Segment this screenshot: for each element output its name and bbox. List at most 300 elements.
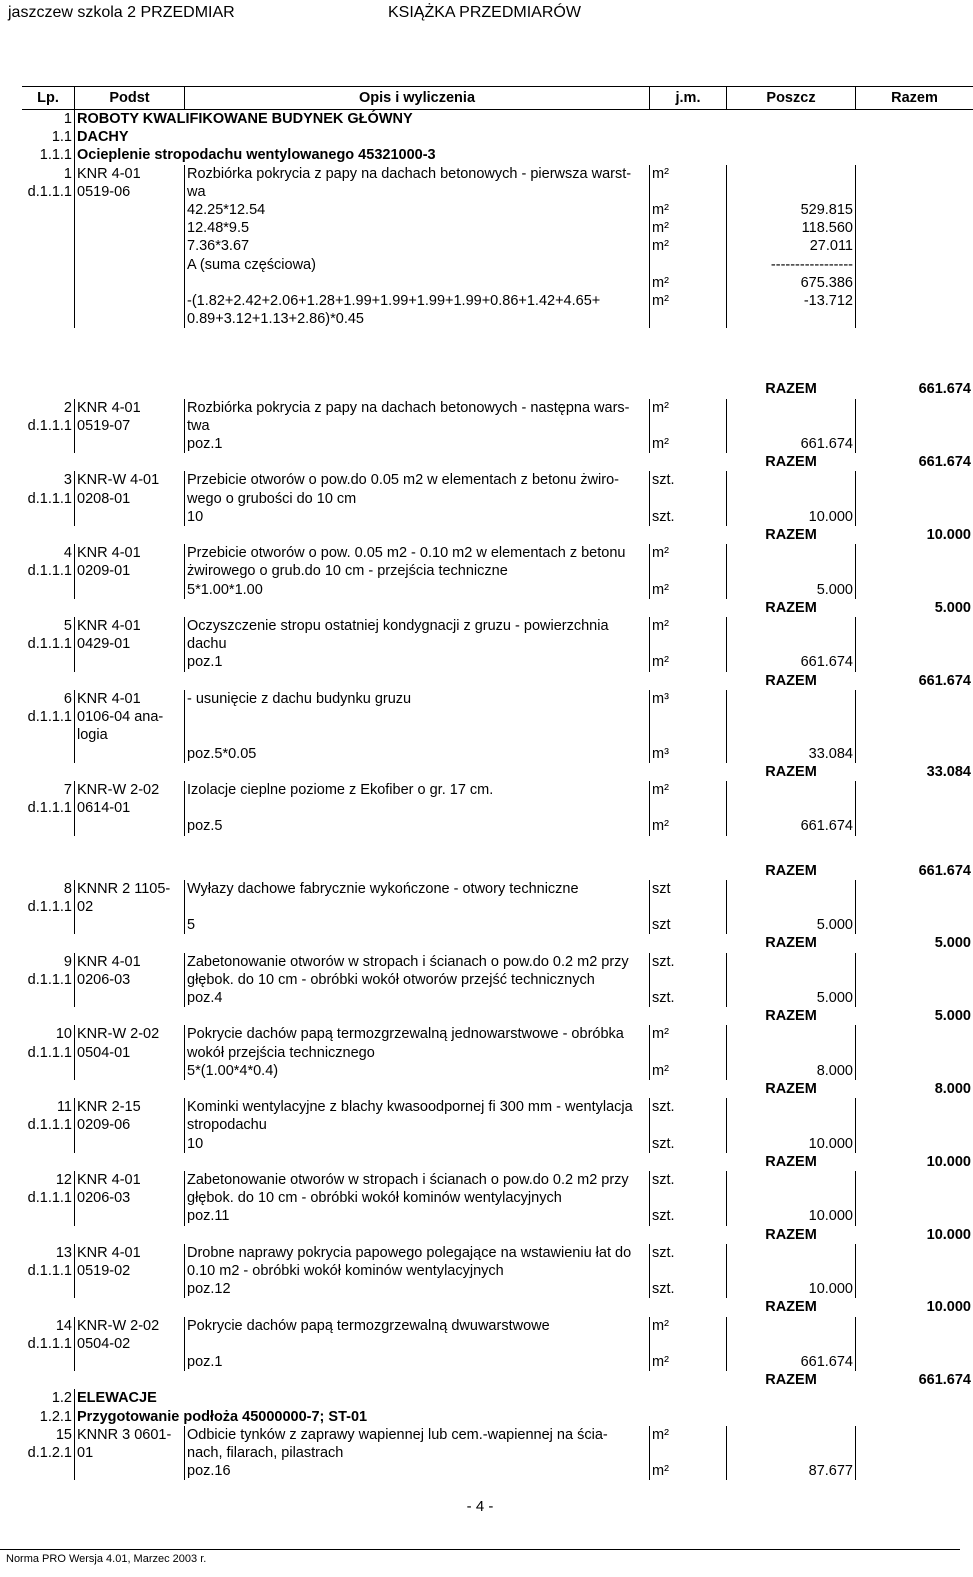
cell-razem: 661.674 <box>918 381 971 398</box>
cell-razem: 10.000 <box>926 1299 971 1316</box>
cell-razem <box>856 219 973 237</box>
cell-lp <box>22 237 75 255</box>
cell-jm: szt. <box>650 1171 727 1189</box>
cell-poszcz <box>727 1116 856 1134</box>
sum-row <box>22 672 973 690</box>
cell-lp <box>22 934 75 952</box>
cell-jm: m² <box>650 581 727 599</box>
cell-opis <box>185 799 650 817</box>
cell-lp <box>22 256 75 274</box>
table-row <box>22 708 973 726</box>
table-row <box>22 617 973 635</box>
cell-podst <box>75 1298 185 1316</box>
cell-podst <box>75 817 185 835</box>
cell-lp: 3 <box>22 471 75 489</box>
cell-opis: Drobne naprawy pokrycia papowego polegające na wstawieniu łat do <box>185 1244 650 1262</box>
table-row <box>22 1317 973 1335</box>
cell-lp: d.1.1.1 <box>22 971 75 989</box>
cell-jm: m² <box>650 544 727 562</box>
cell-poszcz: RAZEM <box>765 1080 817 1097</box>
table-row <box>22 1207 973 1225</box>
cell-opis <box>185 328 650 354</box>
cell-razem <box>856 1426 973 1444</box>
cell-podst <box>75 763 185 781</box>
cell-jm <box>650 1153 727 1171</box>
table-row <box>22 490 973 508</box>
cell-opis <box>185 726 650 744</box>
cell-opis: Rozbiórka pokrycia z papy na dachach betonowych - następna wars- <box>185 399 650 417</box>
cell-podst: 0209-01 <box>75 562 185 580</box>
cell-opis: głębok. do 10 cm - obróbki wokół otworów przejść technicznych <box>185 971 650 989</box>
cell-razem <box>856 1025 973 1043</box>
cell-jm: m² <box>650 1025 727 1043</box>
cell-razem <box>856 953 973 971</box>
col-opis: Opis i wyliczenia <box>185 87 650 110</box>
cell-lp <box>22 862 75 880</box>
cell-razem <box>856 1207 973 1225</box>
cell-razem: 661.674 <box>918 672 971 689</box>
table-row <box>22 201 973 219</box>
sum-row <box>22 763 973 781</box>
table-row <box>22 690 973 708</box>
cell-jm <box>650 1371 727 1389</box>
table-body <box>22 110 973 1481</box>
cell-podst: 0519-06 <box>75 183 185 201</box>
cell-poszcz: ----------------- <box>727 256 856 274</box>
cell-opis <box>185 1371 650 1389</box>
sum-row <box>22 1080 973 1098</box>
sum-row <box>22 1153 973 1171</box>
cell-lp: 13 <box>22 1244 75 1262</box>
cell-opis: poz.4 <box>185 989 650 1007</box>
table-row <box>22 544 973 562</box>
cell-podst <box>75 1080 185 1098</box>
cell-lp: 6 <box>22 690 75 708</box>
cell-opis: 10 <box>185 508 650 526</box>
cell-opis: poz.1 <box>185 1353 650 1371</box>
sum-row <box>22 1007 973 1025</box>
cell-lp <box>22 201 75 219</box>
cell-poszcz: RAZEM <box>765 381 817 398</box>
cell-razem <box>856 544 973 562</box>
cell-opis <box>185 1007 650 1025</box>
cell-jm: m² <box>650 1317 727 1335</box>
cell-poszcz: 10.000 <box>727 1280 856 1298</box>
table-row <box>22 1444 973 1462</box>
cell-poszcz <box>727 1171 856 1189</box>
cell-podst: KNR-W 2-02 <box>75 1025 185 1043</box>
cell-razem <box>856 781 973 799</box>
cell-opis: 5*1.00*1.00 <box>185 581 650 599</box>
cell-jm: m² <box>650 274 727 292</box>
col-poszcz: Poszcz <box>727 87 856 110</box>
table-row <box>22 310 973 328</box>
cell-podst <box>75 1135 185 1153</box>
cell-razem <box>856 898 973 916</box>
cell-lp: d.1.1.1 <box>22 1044 75 1062</box>
cell-poszcz <box>727 1025 856 1043</box>
cell-lp <box>22 435 75 453</box>
cell-jm: m² <box>650 1062 727 1080</box>
cell-poszcz <box>727 1044 856 1062</box>
section-row <box>22 1408 973 1426</box>
cell-poszcz: 661.674 <box>727 1353 856 1371</box>
cell-jm <box>650 971 727 989</box>
cell-podst: KNR 4-01 <box>75 617 185 635</box>
cell-podst <box>75 1062 185 1080</box>
cell-jm: szt. <box>650 1207 727 1225</box>
col-lp: Lp. <box>22 87 75 110</box>
cell-poszcz: 8.000 <box>727 1062 856 1080</box>
cell-poszcz: RAZEM <box>765 1008 817 1025</box>
cell-poszcz: 10.000 <box>727 508 856 526</box>
cell-podst <box>75 1226 185 1244</box>
cell-podst <box>75 836 185 862</box>
header-center-title: KSIĄŻKA PRZEDMIARÓW <box>388 4 581 21</box>
cell-podst: logia <box>75 726 185 744</box>
cell-jm <box>650 183 727 201</box>
cell-poszcz <box>727 399 856 417</box>
cell-jm: szt <box>650 916 727 934</box>
cell-opis: 12.48*9.5 <box>185 219 650 237</box>
cell-podst <box>75 354 185 380</box>
cell-podst <box>75 1207 185 1225</box>
cell-poszcz <box>727 898 856 916</box>
cell-lp: 2 <box>22 399 75 417</box>
cell-razem <box>856 708 973 726</box>
cell-poszcz <box>727 183 856 201</box>
cell-podst: KNR-W 2-02 <box>75 781 185 799</box>
cell-opis <box>185 708 650 726</box>
cell-podst <box>75 745 185 763</box>
cell-jm: m² <box>650 653 727 671</box>
cell-opis <box>185 1080 650 1098</box>
cell-lp: d.1.1.1 <box>22 490 75 508</box>
cell-podst <box>75 1462 185 1480</box>
cell-razem <box>856 1353 973 1371</box>
cell-jm <box>650 1298 727 1316</box>
cell-lp <box>22 726 75 744</box>
cell-lp <box>22 1062 75 1080</box>
cell-lp: d.1.1.1 <box>22 183 75 201</box>
cell-jm: m² <box>650 201 727 219</box>
page-number: - 4 - <box>466 1498 494 1515</box>
cell-lp: 12 <box>22 1171 75 1189</box>
cell-lp <box>22 916 75 934</box>
cell-poszcz: 661.674 <box>727 435 856 453</box>
table-row <box>22 1189 973 1207</box>
cell-poszcz <box>727 1426 856 1444</box>
cell-poszcz <box>727 562 856 580</box>
cell-opis <box>185 1226 650 1244</box>
cell-jm <box>650 726 727 744</box>
cell-lp: 8 <box>22 880 75 898</box>
cell-podst: KNR 2-15 <box>75 1098 185 1116</box>
cell-jm <box>650 934 727 952</box>
cell-opis: 5*(1.00*4*0.4) <box>185 1062 650 1080</box>
cell-podst: 0504-01 <box>75 1044 185 1062</box>
table-row <box>22 1171 973 1189</box>
table-row <box>22 417 973 435</box>
cell-podst: 0614-01 <box>75 799 185 817</box>
cell-opis: stropodachu <box>185 1116 650 1134</box>
cell-lp: d.1.1.1 <box>22 1116 75 1134</box>
cell-poszcz: 33.084 <box>727 745 856 763</box>
cell-lp <box>22 745 75 763</box>
cell-jm: m² <box>650 219 727 237</box>
cell-lp <box>22 1007 75 1025</box>
cell-lp <box>22 836 75 862</box>
cell-lp: 14 <box>22 1317 75 1335</box>
cell-lp: 11 <box>22 1098 75 1116</box>
cell-jm: szt. <box>650 508 727 526</box>
cell-opis: -(1.82+2.42+2.06+1.28+1.99+1.99+1.99+1.99+0.86+1.42+4.65+ <box>185 292 650 310</box>
cell-razem <box>856 417 973 435</box>
cell-poszcz: RAZEM <box>765 599 817 616</box>
cell-podst <box>75 672 185 690</box>
cell-razem <box>856 799 973 817</box>
cell-jm <box>650 417 727 435</box>
section-title: Ocieplenie stropodachu wentylowanego 45321000-3 <box>77 147 436 164</box>
cell-jm <box>650 1444 727 1462</box>
cell-razem: 5.000 <box>934 1008 971 1025</box>
table-row <box>22 165 973 183</box>
table-row <box>22 1262 973 1280</box>
cell-jm <box>650 562 727 580</box>
cell-poszcz <box>727 417 856 435</box>
cell-poszcz: 10.000 <box>727 1135 856 1153</box>
cell-opis: Zabetonowanie otworów w stropach i ścianach o pow.do 0.2 m2 przy <box>185 953 650 971</box>
cell-opis <box>185 763 650 781</box>
cell-podst <box>75 653 185 671</box>
cell-opis <box>185 526 650 544</box>
cell-opis: 7.36*3.67 <box>185 237 650 255</box>
table-header-row <box>22 87 973 110</box>
cell-lp: d.1.1.1 <box>22 417 75 435</box>
cell-podst: 02 <box>75 898 185 916</box>
cell-opis <box>185 380 650 398</box>
cell-jm <box>650 708 727 726</box>
cell-razem <box>856 989 973 1007</box>
cell-razem <box>856 745 973 763</box>
cell-opis <box>185 1335 650 1353</box>
cell-poszcz: RAZEM <box>765 1372 817 1389</box>
cell-lp <box>22 219 75 237</box>
cell-poszcz <box>727 1262 856 1280</box>
cell-razem: 8.000 <box>934 1080 971 1097</box>
cell-opis <box>185 836 650 862</box>
cell-podst: 0519-07 <box>75 417 185 435</box>
cell-lp: d.1.2.1 <box>22 1444 75 1462</box>
cell-lp: d.1.1.1 <box>22 1262 75 1280</box>
cell-podst: KNR-W 2-02 <box>75 1317 185 1335</box>
cell-podst: 0209-06 <box>75 1116 185 1134</box>
cell-podst <box>75 862 185 880</box>
cell-lp <box>22 599 75 617</box>
section-row <box>22 1389 973 1407</box>
table-row <box>22 435 973 453</box>
table-row <box>22 237 973 255</box>
cell-poszcz: RAZEM <box>765 763 817 780</box>
footer-divider <box>0 1549 960 1550</box>
cell-opis: Rozbiórka pokrycia z papy na dachach betonowych - pierwsza warst- <box>185 165 650 183</box>
cell-jm: m² <box>650 781 727 799</box>
cell-opis <box>185 898 650 916</box>
footer-note: Norma PRO Wersja 4.01, Marzec 2003 r. <box>6 1553 207 1565</box>
cell-poszcz <box>727 971 856 989</box>
cell-lp <box>22 1226 75 1244</box>
cell-lp: d.1.1.1 <box>22 708 75 726</box>
cell-poszcz <box>727 880 856 898</box>
cell-jm <box>650 1116 727 1134</box>
cell-opis: nach, filarach, pilastrach <box>185 1444 650 1462</box>
cell-lp: 1.2.1 <box>22 1408 75 1426</box>
cell-razem <box>856 471 973 489</box>
table-row <box>22 1044 973 1062</box>
cell-opis: poz.16 <box>185 1462 650 1480</box>
cell-jm: szt. <box>650 953 727 971</box>
cell-opis <box>185 453 650 471</box>
cell-poszcz <box>727 1335 856 1353</box>
cell-podst: 0429-01 <box>75 635 185 653</box>
sum-row <box>22 380 973 398</box>
cell-podst: 0519-02 <box>75 1262 185 1280</box>
cell-poszcz <box>727 1098 856 1116</box>
cell-opis: poz.5 <box>185 817 650 835</box>
cell-podst <box>75 453 185 471</box>
cell-opis: Oczyszczenie stropu ostatniej kondygnacji z gruzu - powierzchnia <box>185 617 650 635</box>
cell-poszcz: RAZEM <box>765 527 817 544</box>
cell-podst <box>75 599 185 617</box>
cell-lp <box>22 1207 75 1225</box>
cell-razem <box>856 399 973 417</box>
cell-jm: m² <box>650 617 727 635</box>
cell-jm <box>650 490 727 508</box>
cell-razem <box>856 165 973 183</box>
cell-lp: d.1.1.1 <box>22 635 75 653</box>
table-row <box>22 1426 973 1444</box>
table-row <box>22 292 973 310</box>
cell-lp <box>22 581 75 599</box>
table-row <box>22 274 973 292</box>
cell-lp: 1.1.1 <box>22 146 75 164</box>
cell-lp: 9 <box>22 953 75 971</box>
cell-lp <box>22 380 75 398</box>
cell-razem <box>856 1244 973 1262</box>
cell-opis <box>185 862 650 880</box>
cell-razem <box>856 971 973 989</box>
cell-razem <box>856 256 973 274</box>
cell-poszcz <box>727 354 856 380</box>
cell-poszcz <box>727 799 856 817</box>
table-row <box>22 1116 973 1134</box>
cell-poszcz <box>727 471 856 489</box>
cell-poszcz <box>727 1444 856 1462</box>
table-row <box>22 508 973 526</box>
cell-razem <box>856 690 973 708</box>
cell-opis: - usunięcie z dachu budynku gruzu <box>185 690 650 708</box>
cell-poszcz <box>727 544 856 562</box>
cell-lp: d.1.1.1 <box>22 562 75 580</box>
table-row <box>22 898 973 916</box>
cell-lp: 5 <box>22 617 75 635</box>
cell-jm <box>650 672 727 690</box>
cell-jm <box>650 354 727 380</box>
cell-razem <box>856 1280 973 1298</box>
cell-poszcz <box>727 328 856 354</box>
cell-poszcz: 87.677 <box>727 1462 856 1480</box>
cell-jm: szt <box>650 880 727 898</box>
cell-poszcz: 5.000 <box>727 989 856 1007</box>
table-row <box>22 971 973 989</box>
cell-razem <box>856 1444 973 1462</box>
table-row <box>22 880 973 898</box>
cell-jm <box>650 1226 727 1244</box>
table-row <box>22 581 973 599</box>
table-row <box>22 1025 973 1043</box>
cell-opis: Pokrycie dachów papą termozgrzewalną dwuwarstwowe <box>185 1317 650 1335</box>
cell-jm <box>650 380 727 398</box>
cell-podst <box>75 1353 185 1371</box>
cell-jm <box>650 328 727 354</box>
cell-poszcz <box>727 708 856 726</box>
cell-jm <box>650 1080 727 1098</box>
cell-poszcz: 27.011 <box>727 237 856 255</box>
cell-podst <box>75 1007 185 1025</box>
cell-lp <box>22 763 75 781</box>
cell-jm: m² <box>650 1426 727 1444</box>
cell-razem <box>856 435 973 453</box>
table-row <box>22 953 973 971</box>
cell-opis <box>185 934 650 952</box>
cell-podst: 0106-04 ana- <box>75 708 185 726</box>
cell-poszcz: 661.674 <box>727 653 856 671</box>
cell-podst <box>75 508 185 526</box>
spacer-row <box>22 328 973 354</box>
cell-poszcz: 5.000 <box>727 581 856 599</box>
cell-opis: 0.89+3.12+1.13+2.86)*0.45 <box>185 310 650 328</box>
cell-razem <box>856 183 973 201</box>
cell-razem <box>856 354 973 380</box>
cell-opis <box>185 1153 650 1171</box>
cell-razem <box>856 1335 973 1353</box>
table-row <box>22 726 973 744</box>
cell-opis: głębok. do 10 cm - obróbki wokół kominów wentylacyjnych <box>185 1189 650 1207</box>
cell-podst: KNR 4-01 <box>75 165 185 183</box>
table-row <box>22 1135 973 1153</box>
cell-opis <box>185 354 650 380</box>
cell-podst <box>75 274 185 292</box>
cell-jm <box>650 1007 727 1025</box>
cell-lp: 1.2 <box>22 1389 75 1407</box>
cell-poszcz: RAZEM <box>765 862 817 879</box>
cell-podst: 0206-03 <box>75 971 185 989</box>
cell-opis: wa <box>185 183 650 201</box>
cell-podst: KNR 4-01 <box>75 544 185 562</box>
cell-lp: d.1.1.1 <box>22 1189 75 1207</box>
table-row <box>22 781 973 799</box>
cell-jm: szt. <box>650 1098 727 1116</box>
cell-lp <box>22 1298 75 1316</box>
cell-poszcz: RAZEM <box>765 935 817 952</box>
cell-jm: szt. <box>650 1135 727 1153</box>
cell-lp <box>22 1153 75 1171</box>
section-title: Przygotowanie podłoża 45000000-7; ST-01 <box>77 1408 368 1425</box>
section-row <box>22 146 973 164</box>
cell-poszcz: 10.000 <box>727 1207 856 1225</box>
cell-razem: 661.674 <box>918 1372 971 1389</box>
cell-poszcz <box>727 635 856 653</box>
